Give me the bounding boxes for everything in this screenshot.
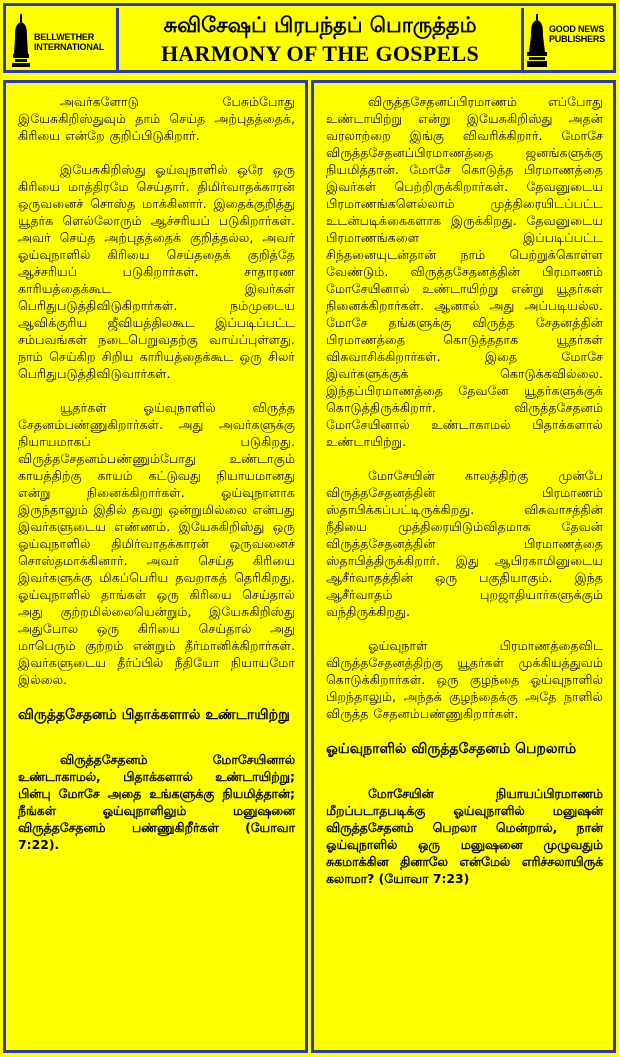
good-news-logo xyxy=(527,12,607,68)
left-section-heading: விருத்தசேதனம் பிதாக்களால் உண்டாயிற்று xyxy=(18,707,290,723)
left-paragraph-3: யூதர்கள் ஓய்வுநாளில் விருத்த சேதனம்பண்ணுகிறார்கள். அது அவர்களுக்கு நியாயமாகப் படுகிறது. விருத்தசேதனம்பண்ணும்போது உண்டாகும் காயத்திற்கு காயம் கட்டுவது நியாயமானது என்று நினைக்கிறார்கள். ஓய்வுநாளாக இருந்தாலும் இதில் தவறு ஒன்றுமில்லை என்பது இவர்களுடைய எண்ணம். இயேசுகிறிஸ்து ஒரு ஓய்வுநாளில் திமிர்வாதக்காரன் ஒருவனைச் சொஸ்தமாக்கினார். அவர் செய்த கிரியை இவர்களுக்கு மிகப்பெரிய தவறாகத் தெரிகிறது. ஓய்வுநாளில் தாங்கள் ஒரு கிரியை செய்தால் அது குற்றமில்லையென்றும், இயேசுகிறிஸ்து அதுபோல ஒரு கிரியை செய்தால் அது மாபெரும் குற்றம் என்றும் தீர்மானிக்கிறார்கள். இவர்களுடைய தீர்ப்பில் நீதியோ நியாயமோ இல்லை. xyxy=(18,400,295,687)
left-column xyxy=(3,80,308,1053)
good-news-logo-text: GOOD NEWS PUBLISHERS xyxy=(549,24,606,44)
right-paragraph-2: மோசேயின் காலத்திற்கு முன்பே விருத்தசேதனத்தின் பிரமாணம் ஸ்தாபிக்கப்பட்டிருக்கிறது. விசுவாசத்தின் நீதியை முத்திரையிடும்விதமாக தேவன் விருத்தசேதனத்தின் பிரமாணத்தை ஸ்தாபித்திருக்கிறார். இது ஆபிரகாமினுடைய ஆசீர்வாதத்தின் ஒரு பகுதியாகும். இந்த ஆசீர்வாதம் புறஜாதியார்களுக்கும் வந்திருக்கிறது. xyxy=(326,468,603,619)
bellwether-logo-text: BELLWETHER INTERNATIONAL xyxy=(34,32,105,52)
left-scripture-verse: விருத்தசேதனம் மோசேயினால் உண்டாகாமல், பிதாக்களால் உண்டாயிற்று; பின்பு மோசே அதை உங்களுக்கு நியமித்தான்; நீங்கள் ஓய்வுநாளிலும் மனுஷனை விருத்தசேதனம் பண்ணுகிறீர்கள் (யோவா 7:22). xyxy=(18,752,295,852)
left-paragraph-1: அவர்களோடு பேசும்போது இயேசுகிறிஸ்துவும் தாம் செய்த அற்புதத்தைக், கிரியை என்றே குறிப்பிடுகிறார். xyxy=(18,94,295,143)
right-column xyxy=(311,80,616,1053)
title-box xyxy=(116,8,524,70)
bellwether-bell-icon xyxy=(12,14,30,68)
bellwether-logo xyxy=(12,12,112,68)
page-title-tamil: சுவிசேஷப் பிரபந்தப் பொருத்தம் xyxy=(163,13,477,37)
right-paragraph-3: ஓய்வுநாள் பிரமாணத்தைவிட விருத்தசேதனத்திற்கு யூதர்கள் முக்கியத்துவம் கொடுக்கிறார்கள். ஒரு குழந்தை ஓய்வுநாளில் பிறந்தாலும், அந்தக் குழந்தைக்கு அதே நாளில் விருத்த சேதனம்பண்ணுகிறார்கள். xyxy=(326,638,603,721)
right-scripture-verse: மோசேயின் நியாயப்பிரமாணம் மீறப்படாதபடிக்கு ஓய்வுநாளில் மனுஷன் விருத்தசேதனம் பெறலா மென்றால், நான் ஓய்வுநாளில் ஒரு மனுஷனை முழுவதும் சுகமாக்கின தினாலே என்மேல் எரிச்சலாயிருக் கலாமா? (யோவா 7:23) xyxy=(326,786,603,886)
page-header xyxy=(3,3,616,73)
right-section-heading: ஓய்வுநாளில் விருத்தசேதனம் பெறலாம் xyxy=(326,741,577,757)
page-title-english: HARMONY OF THE GOSPELS xyxy=(160,41,480,66)
left-paragraph-2: இயேசுகிறிஸ்து ஓய்வுநாளில் ஒரே ஒரு கிரியை மாத்திரமே செய்தார். திமிர்வாதக்காரன் ஒருவனைச் சொஸ்த மாக்கினார். இதைக்குறித்து யூதர்க ளெல்லோரும் ஆச்சரியப் படுகிறார்கள். அவர் செய்த அற்புதத்தைக் குறித்தல்ல, அவர் ஓய்வுநாளில் கிரியை செய்ததைக் குறித்தே ஆச்சரியப் படுகிறார்கள். சாதாரண காரியத்தைக்கூட இவர்கள் பெரிதுபடுத்திவிடுகிறார்கள். நம்முடைய ஆவிக்குரிய ஜீவியத்திலகூட இப்படிப்பட்ட சம்பவங்கள் நடைபெறுவதற்கு வாய்ப்புள்ளது. நாம் செய்கிற சிறிய காரியத்தைக்கூட ஒரு சிலர் பெரிதுபடுத்திவிடுவார்கள். xyxy=(18,162,295,381)
good-news-bell-icon xyxy=(527,14,547,68)
right-paragraph-1: விருத்தசேதனப்பிரமாணம் எப்போது உண்டாயிற்று என்று இயேசுகிறிஸ்து அதன் வரலாற்றை இங்கு விவரிக்கிறார். மோசே விருத்தசேதனப்பிரமாணத்தை ஜனங்களுக்கு நியமித்தான். மோசே கொடுத்த பிரமாணத்தை இவர்கள் பெற்றிருக்கிறார்கள். தேவனுடைய பிரமாணங்களெல்லாம் முத்திரையிடப்பட்ட உடன்படிக்கைகளாக இருக்கிறது. தேவனுடைய பிரமாணங்களை இப்படிப்பட்ட சிந்தனையுடன்தான் நாம் பெற்றுக்கொள்ள வேண்டும். விருத்தசேதனத்தின் பிரமாணம் மோசேயினால் உண்டாயிற்று என்று யூதர்கள் நினைக்கிறார்கள். ஆனால் அது அப்படியல்ல. மோசே தங்களுக்கு விருத்த சேதனத்தின் பிரமாணத்தை கொடுத்ததாக யூதர்கள் விசுவாசிக்கிறார்கள். இதை மோசே இவர்களுக்குக் கொடுக்கவில்லை. இந்தப்பிரமாணத்தை தேவனே யூதர்களுக்குக் கொடுத்திருக்கிறார். விருத்தசேதனம் மோசேயினால் உண்டாகாமல் பிதாக்களால் உண்டாயிற்று. xyxy=(326,94,603,449)
